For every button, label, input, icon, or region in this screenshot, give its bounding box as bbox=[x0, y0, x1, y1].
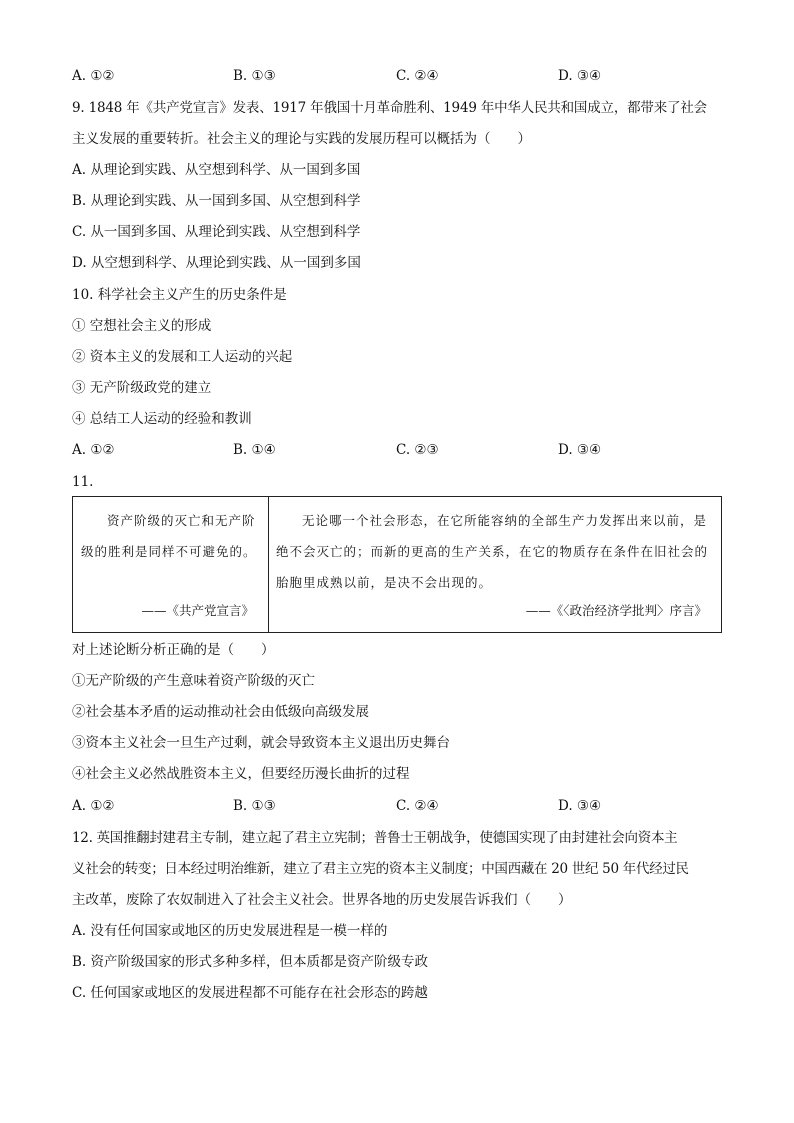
q11-stem: 对上述论断分析正确的是（ ） bbox=[72, 642, 275, 658]
q8-option-b: B. ①③ bbox=[233, 68, 276, 84]
q9-option-a: A. 从理论到实践、从空想到科学、从一国到多国 bbox=[72, 162, 361, 178]
q10-option-a: A. ①② bbox=[72, 442, 115, 458]
q8-option-a: A. ①② bbox=[72, 68, 115, 84]
q11-option-a: A. ①② bbox=[72, 798, 115, 814]
q8-options bbox=[72, 66, 722, 86]
q10-option-d: D. ③④ bbox=[558, 442, 602, 458]
q9-stem-line2: 主义发展的重要转折。社会主义的理论与实践的发展历程可以概括为（ ） bbox=[72, 131, 531, 147]
q11-quote-right-text: 无论哪一个社会形态，在它所能容纳的全部生产力发挥出来以前，是绝不会灭亡的；而新的更高的生产关系，在它的物质存在条件在旧社会的胎胞里成熟以前，是决不会出现的。 bbox=[276, 513, 709, 590]
q11-quote-right-source: ——《〈政治经济学批判〉序言》 bbox=[525, 603, 707, 618]
q12-option-a: A. 没有任何国家或地区的历史发展进程是一模一样的 bbox=[72, 923, 388, 939]
q11-quote-left-source: ——《共产党宣言》 bbox=[141, 603, 254, 618]
q11-option-b: B. ①③ bbox=[233, 798, 276, 814]
q8-option-d: D. ③④ bbox=[558, 68, 602, 84]
q12-option-c: C. 任何国家或地区的发展进程都不可能存在社会形态的跨越 bbox=[72, 985, 428, 1001]
q11-number: 11. bbox=[72, 474, 94, 490]
q10-options bbox=[72, 440, 722, 460]
q11-item-3: ③资本主义社会一旦生产过剩，就会导致资本主义退出历史舞台 bbox=[72, 735, 450, 751]
q10-option-c: C. ②③ bbox=[396, 442, 439, 458]
q11-item-4: ④社会主义必然战胜资本主义，但要经历漫长曲折的过程 bbox=[72, 766, 410, 782]
q11-quote-left bbox=[73, 497, 269, 632]
q12-stem-line3: 主改革，废除了农奴制进入了社会主义社会。世界各地的历史发展告诉我们（ ） bbox=[72, 892, 572, 908]
q9-option-c: C. 从一国到多国、从理论到实践、从空想到科学 bbox=[72, 224, 361, 240]
q10-stem: 10. 科学社会主义产生的历史条件是 bbox=[72, 287, 287, 303]
q10-option-b: B. ①④ bbox=[233, 442, 276, 458]
q9-stem-line1: 9. 1848 年《共产党宣言》发表、1917 年俄国十月革命胜利、1949 年中华人民共和国成立，都带来了社会 bbox=[72, 100, 707, 116]
q11-quote-table bbox=[72, 496, 722, 633]
q11-quote-left-text: 资产阶级的灭亡和无产阶级的胜利是同样不可避免的。 bbox=[81, 513, 257, 559]
q12-stem-line1: 12. 英国推翻封建君主专制，建立起了君主立宪制；普鲁士王朝战争，使德国实现了由封建社会向资本主 bbox=[72, 830, 678, 846]
q11-item-2: ②社会基本矛盾的运动推动社会由低级向高级发展 bbox=[72, 704, 369, 720]
q10-item-2: ② 资本主义的发展和工人运动的兴起 bbox=[72, 349, 293, 365]
q12-stem-line2: 义社会的转变；日本经过明治维新，建立了君主立宪的资本主义制度；中国西藏在 20 世纪 50 年代经过民 bbox=[72, 861, 689, 877]
q10-item-3: ③ 无产阶级政党的建立 bbox=[72, 380, 212, 396]
q12-option-b: B. 资产阶级国家的形式多种多样，但本质都是资产阶级专政 bbox=[72, 954, 429, 970]
q11-option-d: D. ③④ bbox=[558, 798, 602, 814]
q11-option-c: C. ②④ bbox=[396, 798, 439, 814]
q11-item-1: ①无产阶级的产生意味着资产阶级的灭亡 bbox=[72, 673, 315, 689]
q10-item-4: ④ 总结工人运动的经验和教训 bbox=[72, 411, 252, 427]
q9-option-d: D. 从空想到科学、从理论到实践、从一国到多国 bbox=[72, 255, 361, 271]
q11-options bbox=[72, 796, 722, 816]
q11-quote-right bbox=[268, 497, 721, 632]
q10-item-1: ① 空想社会主义的形成 bbox=[72, 318, 212, 334]
q9-option-b: B. 从理论到实践、从一国到多国、从空想到科学 bbox=[72, 193, 361, 209]
q8-option-c: C. ②④ bbox=[396, 68, 439, 84]
